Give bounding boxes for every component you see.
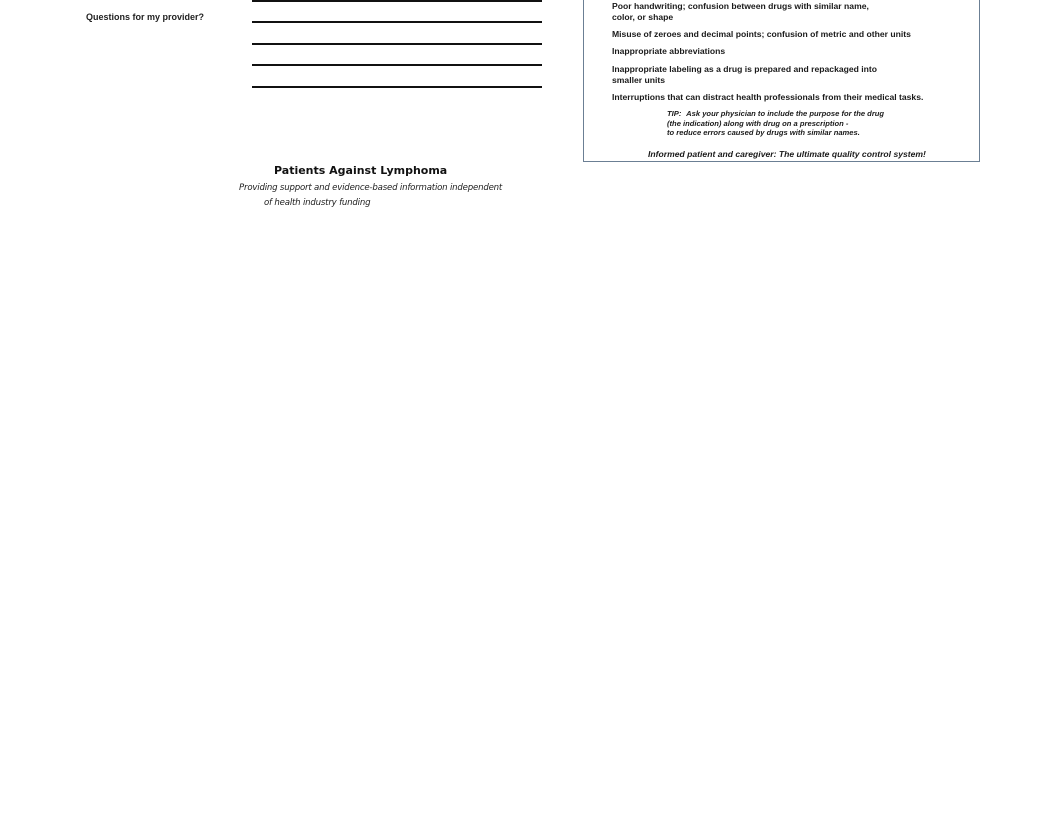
cause-item: Misuse of zeroes and decimal points; confusion of metric and other units [612,29,911,39]
answer-line[interactable] [252,86,542,88]
cause-item: Inappropriate abbreviations [612,46,726,56]
tagline-line-2: of health industry funding [264,198,371,208]
cause-item: Inappropriate labeling as a drug is prepared and repackaged into smaller units [612,64,878,85]
tip-line-2: (the indication) along with drug on a prescription - [667,118,849,128]
tip-note [667,109,884,138]
answer-line[interactable] [252,0,542,2]
answer-line[interactable] [252,21,542,23]
organization-name: Patients Against Lymphoma [274,164,448,177]
tip-line-1: Ask your physician to include the purpose for the drug [686,109,885,118]
answer-line[interactable] [252,64,542,66]
cause-item: Interruptions that can distract health professionals from their medical tasks. [612,92,924,102]
tip-label: TIP: [667,109,682,118]
tip-line-3: to reduce errors caused by drugs with similar names. [667,128,860,137]
answer-line[interactable] [252,43,542,45]
questions-label: Questions for my provider? [86,12,205,22]
error-causes-box [583,0,980,162]
cause-item: Poor handwriting; confusion between drugs with similar name, color, or shape [612,1,869,22]
closing-statement: Informed patient and caregiver: The ultimate quality control system! [648,149,926,159]
tagline-line-1: Providing support and evidence-based information independent [239,183,503,193]
organization-tagline [239,181,529,211]
